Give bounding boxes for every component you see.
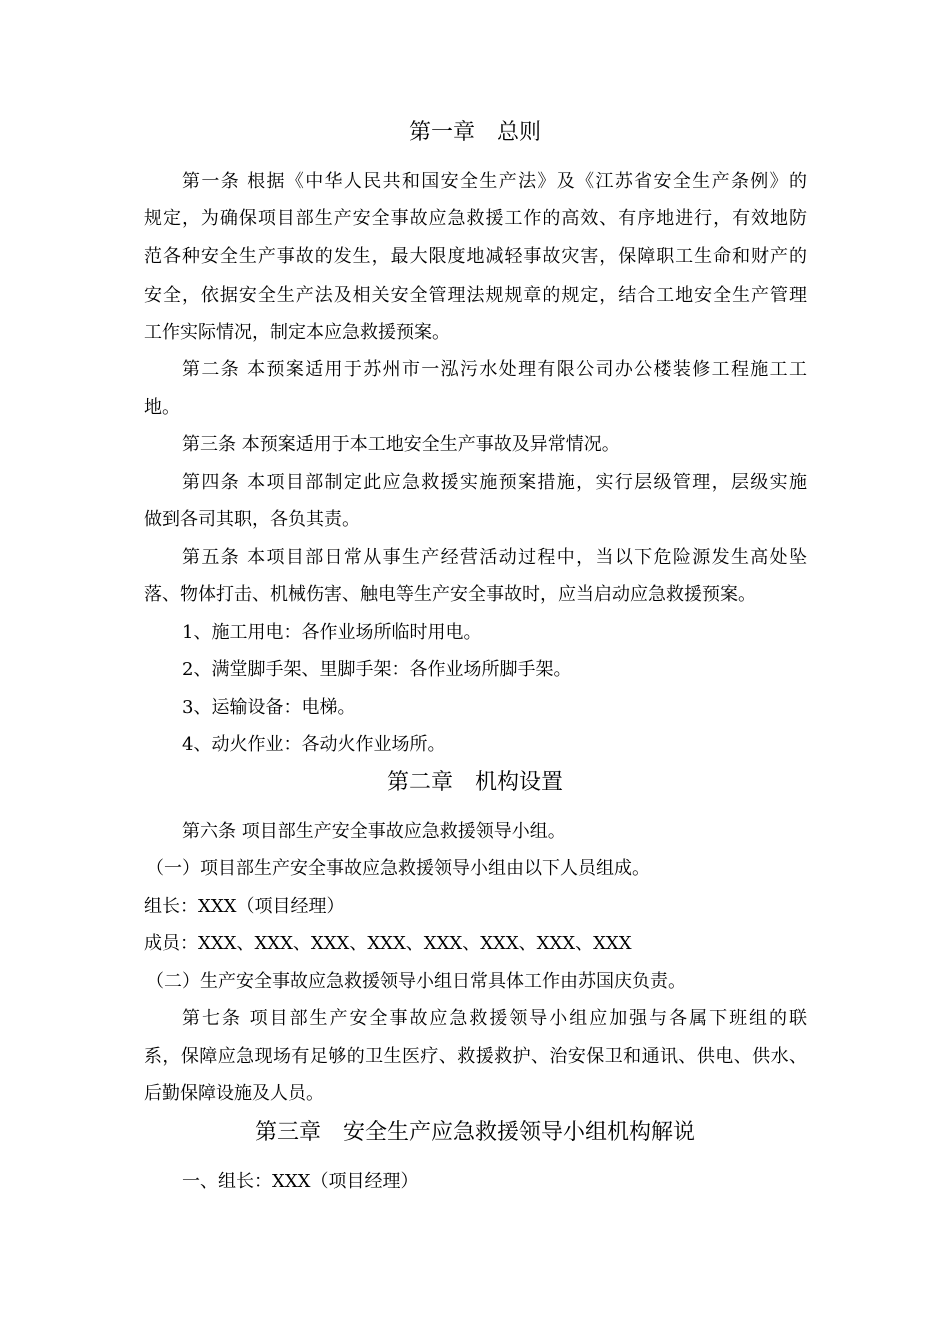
section-1-leader: 一、组长：XXX（项目经理） [182, 1171, 419, 1192]
chapter-2-title: 第二章 机构设置 [386, 770, 563, 795]
article-7-line-1: 第七条 项目部生产安全事故应急救援领导小组应加强与各属下班组的联 [182, 1008, 807, 1029]
hazard-item-2: 2、满堂脚手架、里脚手架：各作业场所脚手架。 [182, 659, 572, 680]
article-1-line-4: 安全，依据安全生产法及相关安全管理法规规章的规定，结合工地安全生产管理 [144, 285, 807, 306]
group-members: 成员：XXX、XXX、XXX、XXX、XXX、XXX、XXX、XXX [144, 933, 632, 954]
chapter-3-title: 第三章 安全生产应急救援领导小组机构解说 [254, 1120, 695, 1145]
article-7-line-2: 系，保障应急现场有足够的卫生医疗、救援救护、治安保卫和通讯、供电、供水、 [144, 1046, 807, 1067]
article-2-line-1: 第二条 本预案适用于苏州市一泓污水处理有限公司办公楼装修工程施工工 [182, 359, 807, 380]
article-4-line-2: 做到各司其职，各负其责。 [144, 509, 360, 530]
article-6-section-2: （二）生产安全事故应急救援领导小组日常具体工作由苏国庆负责。 [146, 971, 686, 992]
article-2-line-2: 地。 [144, 397, 180, 418]
article-6-section-1: （一）项目部生产安全事故应急救援领导小组由以下人员组成。 [146, 858, 650, 879]
article-3-line-1: 第三条 本预案适用于本工地安全生产事故及异常情况。 [182, 434, 620, 455]
article-6-line-1: 第六条 项目部生产安全事故应急救援领导小组。 [182, 821, 566, 842]
chapter-1-title: 第一章 总则 [408, 120, 541, 145]
hazard-item-4: 4、动火作业：各动火作业场所。 [182, 734, 446, 755]
hazard-item-3: 3、运输设备：电梯。 [182, 697, 356, 718]
article-5-line-2: 落、物体打击、机械伤害、触电等生产安全事故时，应当启动应急救援预案。 [144, 584, 756, 605]
article-7-line-3: 后勤保障设施及人员。 [144, 1083, 324, 1104]
group-leader: 组长：XXX（项目经理） [144, 896, 345, 917]
article-5-line-1: 第五条 本项目部日常从事生产经营活动过程中，当以下危险源发生高处坠 [182, 547, 807, 568]
hazard-item-1: 1、施工用电：各作业场所临时用电。 [182, 622, 482, 643]
article-1-line-2: 规定，为确保项目部生产安全事故应急救援工作的高效、有序地进行，有效地防 [144, 208, 807, 229]
article-1-line-3: 范各种安全生产事故的发生，最大限度地减轻事故灾害，保障职工生命和财产的 [144, 246, 807, 267]
article-1-line-1: 第一条 根据《中华人民共和国安全生产法》及《江苏省安全生产条例》的 [182, 171, 807, 192]
article-4-line-1: 第四条 本项目部制定此应急救援实施预案措施，实行层级管理，层级实施 [182, 472, 807, 493]
article-1-line-5: 工作实际情况，制定本应急救援预案。 [144, 322, 450, 343]
